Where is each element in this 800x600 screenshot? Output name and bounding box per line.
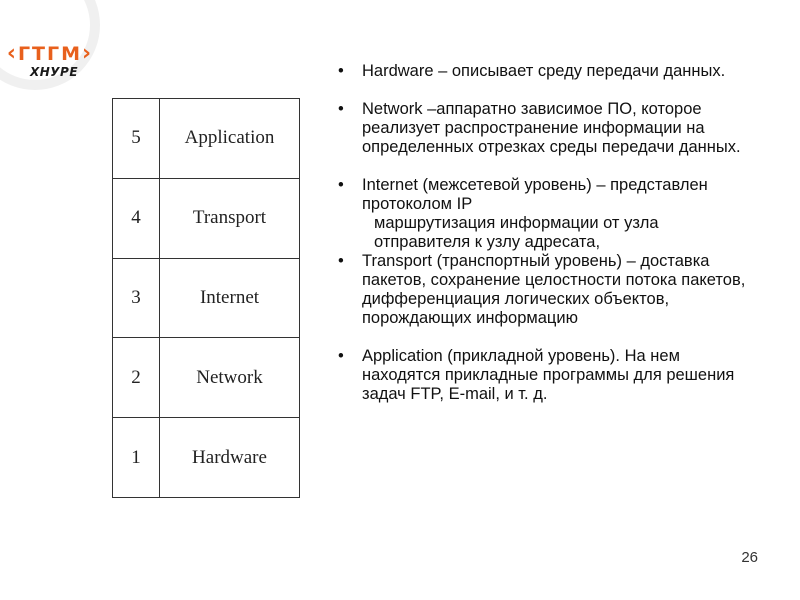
list-item: [338, 62, 758, 81]
logo-top-row: [6, 41, 94, 66]
table-row: [113, 258, 300, 338]
logo-top-text: ГТГМ: [17, 43, 83, 65]
note-text: Hardware – описывает среду передачи данных.: [362, 62, 726, 80]
layer-number: 1: [113, 418, 160, 498]
table-row: [113, 99, 300, 179]
note-text: Internet (межсетевой уровень) – представлен протоколом IP: [362, 176, 708, 213]
layer-name: Network: [160, 338, 300, 418]
logo-bottom-text: ХНУРЕ: [30, 65, 79, 79]
layer-name: Hardware: [160, 418, 300, 498]
table-row: [113, 418, 300, 498]
layers-table: [112, 98, 300, 498]
layer-name: Transport: [160, 178, 300, 258]
layer-number: 3: [113, 258, 160, 338]
logo-chevron-right: ›: [82, 41, 94, 66]
list-item: [338, 347, 758, 404]
layer-number: 4: [113, 178, 160, 258]
logo-chevron-left: ‹: [6, 41, 18, 66]
list-item: [338, 100, 758, 157]
university-logo: [6, 41, 94, 79]
layer-name: Application: [160, 99, 300, 179]
layer-descriptions: [338, 62, 758, 404]
table-row: [113, 178, 300, 258]
list-item: [338, 176, 758, 252]
layer-name: Internet: [160, 258, 300, 338]
page-number: 26: [741, 549, 758, 566]
table-row: [113, 338, 300, 418]
layer-number: 2: [113, 338, 160, 418]
note-continuation: маршрутизация информации от узла отправителя к узлу адресата,: [374, 214, 659, 251]
list-item: [338, 252, 758, 328]
note-text: Network –аппаратно зависимое ПО, которое реализует распространение информации на определенных отрезках среды передачи данных.: [362, 100, 741, 156]
layer-number: 5: [113, 99, 160, 179]
note-text: Application (прикладной уровень). На нем находятся прикладные программы для решения задач FTP, E-mail, и т. д.: [362, 347, 735, 403]
note-text: Transport (транспортный уровень) – доставка пакетов, сохранение целостности потока пакетов, дифференциация логических объектов, порождающих информацию: [362, 252, 746, 327]
